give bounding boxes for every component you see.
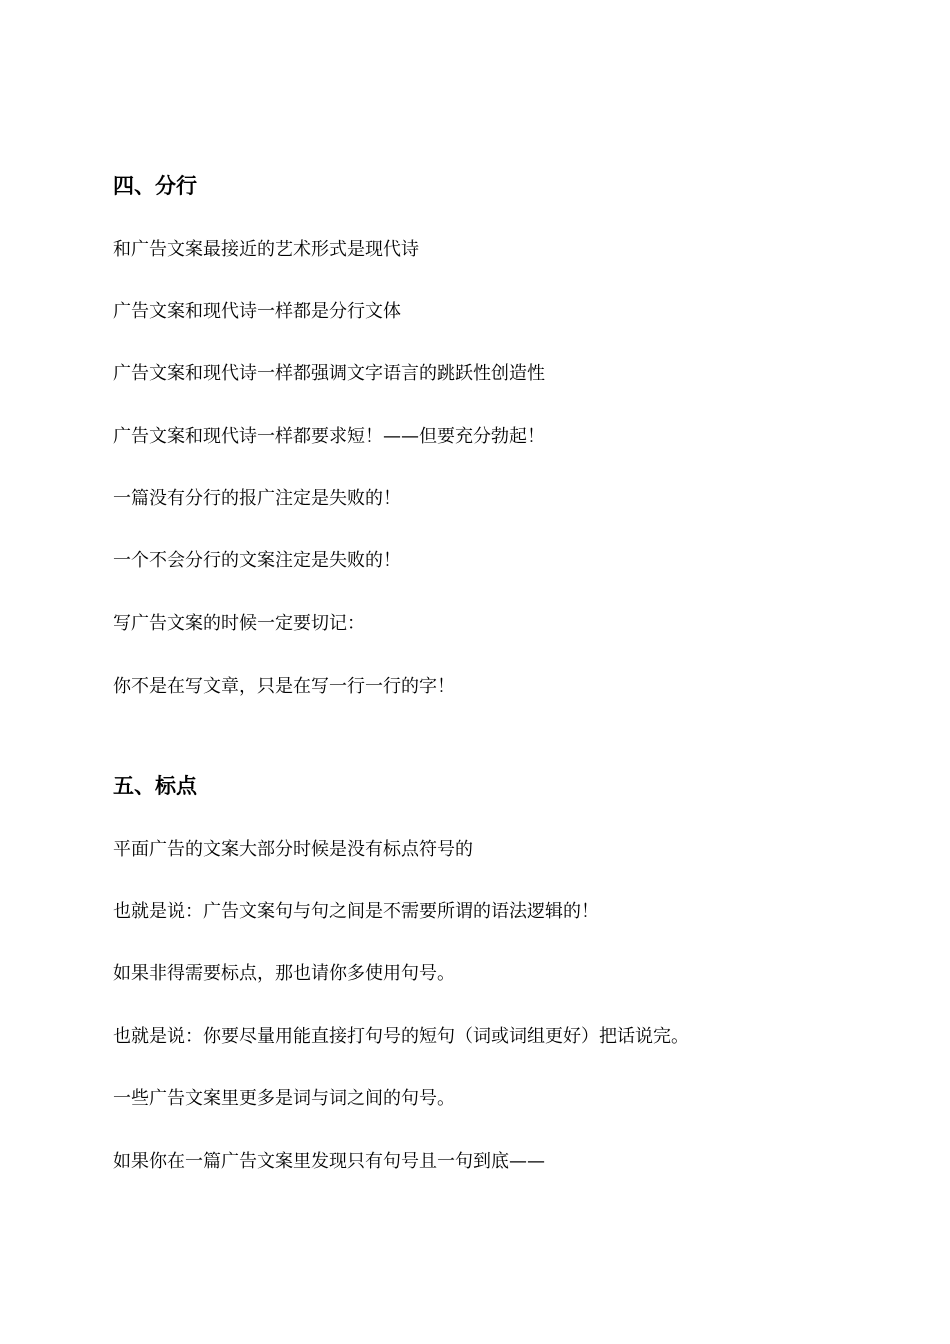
paragraph-line: 广告文案和现代诗一样都要求短！——但要充分勃起！ (113, 426, 545, 447)
section-heading-biaodian: 五、标点 (113, 774, 197, 798)
paragraph-line: 如果你在一篇广告文案里发现只有句号且一句到底—— (113, 1151, 545, 1172)
paragraph-line: 广告文案和现代诗一样都是分行文体 (113, 301, 401, 322)
paragraph-line: 你不是在写文章，只是在写一行一行的字！ (113, 676, 455, 697)
paragraph-line: 也就是说：你要尽量用能直接打句号的短句（词或词组更好）把话说完。 (113, 1026, 689, 1047)
section-heading-fenhang: 四、分行 (113, 174, 197, 198)
paragraph-line: 也就是说：广告文案句与句之间是不需要所谓的语法逻辑的！ (113, 901, 599, 922)
paragraph-line: 平面广告的文案大部分时候是没有标点符号的 (113, 839, 473, 860)
paragraph-line: 一些广告文案里更多是词与词之间的句号。 (113, 1088, 455, 1109)
paragraph-line: 一个不会分行的文案注定是失败的！ (113, 550, 401, 571)
paragraph-line: 和广告文案最接近的艺术形式是现代诗 (113, 239, 419, 260)
paragraph-line: 如果非得需要标点，那也请你多使用句号。 (113, 963, 455, 984)
paragraph-line: 写广告文案的时候一定要切记： (113, 613, 365, 634)
paragraph-line: 一篇没有分行的报广注定是失败的！ (113, 488, 401, 509)
paragraph-line: 广告文案和现代诗一样都强调文字语言的跳跃性创造性 (113, 363, 545, 384)
